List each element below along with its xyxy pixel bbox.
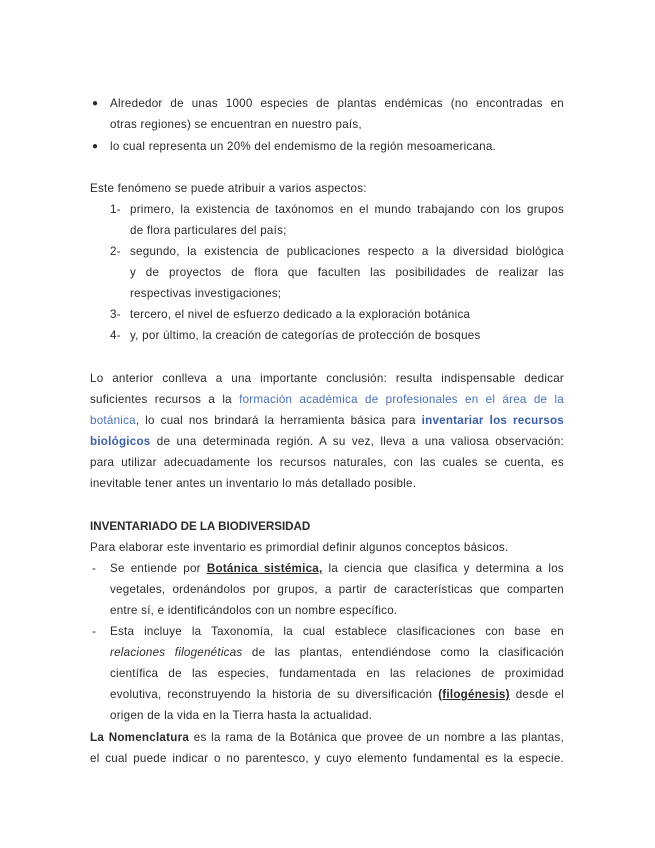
dash-text: evolutiva, reconstruyendo la historia de su diversificación xyxy=(110,688,439,701)
dash-1-line-2: vegetales, ordenándolos por grupos, a partir de características que comparten xyxy=(110,583,564,596)
term-botanica-sistemica: Botánica sistémica, xyxy=(206,562,323,575)
paragraph-line-2 xyxy=(90,393,564,407)
term-relaciones-filogeneticas: relaciones filogenéticas xyxy=(110,646,243,659)
term-filogenesis: (filogénesis) xyxy=(438,688,510,701)
highlight-biological: biológicos xyxy=(90,435,151,448)
paragraph-line-6: inevitable tener antes un inventario lo más detallado posible. xyxy=(90,477,417,490)
highlight-botany: botánica xyxy=(90,414,136,427)
bullet-dot: ● xyxy=(92,98,99,109)
dash-2-line-2 xyxy=(110,646,564,660)
numbered-2-line-3: respectivas investigaciones; xyxy=(130,287,282,300)
dash-1-line-3: entre sí, e identificándolos con un nombre específico. xyxy=(110,604,398,617)
bullet-1-line-1: Alrededor de unas 1000 especies de plantas endémicas (no encontradas en xyxy=(110,97,564,110)
dash-text: de las plantas, entendiéndose como la clasificación xyxy=(242,646,564,659)
dash-text: Se entiende por xyxy=(110,562,207,575)
dash-marker: - xyxy=(92,625,97,638)
list-number: 1- xyxy=(110,203,121,216)
bullet-1-line-2: otras regiones) se encuentran en nuestro país, xyxy=(110,118,362,131)
numbered-2-line-1: segundo, la existencia de publicaciones respecto a la diversidad biológica xyxy=(130,245,564,258)
paragraph-line-3 xyxy=(90,414,564,428)
highlight-academic-training: formación académica de profesionales en el área de la xyxy=(239,393,564,406)
intro-line: Este fenómeno se puede atribuir a varios aspectos: xyxy=(90,182,367,195)
numbered-1-line-1: primero, la existencia de taxónomos en el mundo trabajando con los grupos xyxy=(130,203,564,216)
nomenclatura-text: es la rama de la Botánica que provee de un nombre a las plantas, xyxy=(189,731,564,744)
list-number: 2- xyxy=(110,245,121,258)
dash-2-line-4 xyxy=(110,688,564,702)
list-number: 4- xyxy=(110,329,121,342)
dash-2-line-5: origen de la vida en la Tierra hasta la actualidad. xyxy=(110,709,373,722)
paragraph-line-5: para utilizar adecuadamente los recursos naturales, con las cuales se cuenta, es xyxy=(90,456,564,469)
term-nomenclatura: La Nomenclatura xyxy=(90,731,190,744)
bullet-dot: ● xyxy=(92,141,99,152)
paragraph-line-1: Lo anterior conlleva a una importante conclusión: resulta indispensable dedicar xyxy=(90,372,564,385)
paragraph-line-4 xyxy=(90,435,564,449)
nomenclatura-line-1 xyxy=(90,731,564,745)
section-heading: INVENTARIADO DE LA BIODIVERSIDAD xyxy=(90,520,311,533)
highlight-inventory: inventariar los recursos xyxy=(421,414,564,427)
dash-2-line-1: Esta incluye la Taxonomía, la cual establece clasificaciones con base en xyxy=(110,625,564,638)
paragraph-text: , lo cual nos brindará la herramienta básica para xyxy=(135,414,422,427)
list-number: 3- xyxy=(110,308,121,321)
dash-text: desde el xyxy=(509,688,565,701)
nomenclatura-line-2: el cual puede indicar o no parentesco, y cuyo elemento fundamental es la especie. xyxy=(90,752,564,765)
numbered-3-line-1: tercero, el nivel de esfuerzo dedicado a la exploración botánica xyxy=(130,308,471,321)
dash-2-line-3: científica de las especies, fundamentada en las relaciones de proximidad xyxy=(110,667,564,680)
section-lead: Para elaborar este inventario es primordial definir algunos conceptos básicos. xyxy=(90,541,509,554)
dash-text: la ciencia que clasifica y determina a los xyxy=(322,562,564,575)
numbered-1-line-2: de flora particulares del país; xyxy=(130,224,287,237)
numbered-2-line-2: y de proyectos de flora que faculten las posibilidades de realizar las xyxy=(130,266,564,279)
dash-marker: - xyxy=(92,562,97,575)
bullet-2-line-1: lo cual representa un 20% del endemismo de la región mesoamericana. xyxy=(110,140,497,153)
dash-1-line-1 xyxy=(110,562,564,576)
paragraph-text: de una determinada región. A su vez, lleva a una valiosa observación: xyxy=(150,435,564,448)
paragraph-text: suficientes recursos a la xyxy=(90,393,240,406)
numbered-4-line-1: y, por último, la creación de categorías de protección de bosques xyxy=(130,329,481,342)
